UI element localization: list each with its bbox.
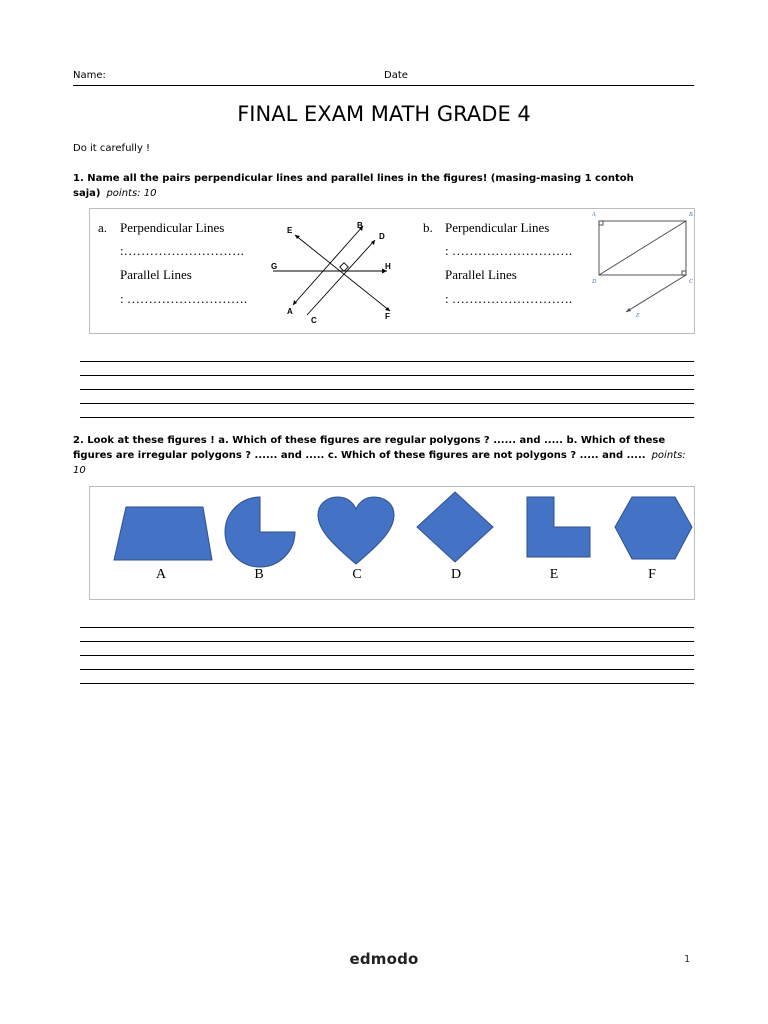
part-b-letter: b. xyxy=(423,220,433,235)
answer-line[interactable] xyxy=(80,417,694,418)
shape-label-f: F xyxy=(648,567,656,582)
shape-label-b: B xyxy=(254,567,264,582)
question-1 xyxy=(73,171,695,201)
question-1-text: 1. Name all the pairs perpendicular lines and parallel lines in the figures! (masing-masing 1 contoh saja) xyxy=(73,173,634,199)
edmodo-logo: edmodo xyxy=(349,950,419,968)
question-2-text: 2. Look at these figures ! a. Which of these figures are regular polygons ? ...... and ..... b. Which of these figures are irregular polygons ? ...... and ..... c. Which of these figures are not polygons ? ..... and ..... xyxy=(73,435,666,461)
shape-b-pacman xyxy=(225,497,295,567)
part-a-par-dots: : ………………………. xyxy=(120,291,248,306)
question-1-points: points: 10 xyxy=(106,188,157,199)
part-b-perp-dots: : ………………………. xyxy=(445,243,573,258)
part-b-rectangle-diagram xyxy=(590,209,694,324)
shape-f-hexagon xyxy=(615,497,692,559)
part-b-par-dots: : ………………………. xyxy=(445,291,573,306)
part-b-par-label: Parallel Lines xyxy=(445,267,517,282)
diagonal-line xyxy=(599,221,686,275)
name-label: Name: xyxy=(73,70,106,81)
part-a-perp-dots: :………………………. xyxy=(120,243,244,258)
point-label-c: C xyxy=(311,316,317,325)
question-1-figure xyxy=(89,208,695,334)
point-label-a-b: A xyxy=(592,212,596,218)
question-2-points: points: 10 xyxy=(73,450,686,476)
date-label: Date xyxy=(384,70,408,81)
part-a-letter: a. xyxy=(98,220,108,235)
right-angle-mark-c xyxy=(682,271,686,275)
part-a-line-diagram xyxy=(265,213,415,328)
instruction-text: Do it carefully ! xyxy=(73,143,151,154)
line-c-e xyxy=(626,275,686,312)
shape-c-heart xyxy=(318,497,394,564)
right-angle-mark xyxy=(340,263,348,271)
answer-line[interactable] xyxy=(80,375,694,376)
shape-e-l-shape xyxy=(527,497,590,557)
answer-line[interactable] xyxy=(80,641,694,642)
shape-a-trapezoid xyxy=(114,507,212,560)
answer-line[interactable] xyxy=(80,669,694,670)
header-divider xyxy=(73,85,694,86)
answer-line[interactable] xyxy=(80,403,694,404)
shape-label-e: E xyxy=(549,567,559,582)
point-label-h: H xyxy=(385,262,391,271)
shape-label-d: D xyxy=(450,567,462,582)
part-a-perp-label: Perpendicular Lines xyxy=(120,220,225,235)
question-2-figure xyxy=(89,486,695,600)
line-a-b xyxy=(293,226,363,305)
answer-line[interactable] xyxy=(80,389,694,390)
shape-label-c: C xyxy=(352,567,362,582)
point-label-d: D xyxy=(379,232,385,241)
shape-d-diamond xyxy=(417,492,493,562)
point-label-b-b: B xyxy=(689,212,693,218)
point-label-a: A xyxy=(287,307,293,316)
shape-label-a: A xyxy=(155,567,167,582)
answer-line[interactable] xyxy=(80,627,694,628)
answer-line[interactable] xyxy=(80,655,694,656)
point-label-c-b: C xyxy=(689,279,694,285)
part-a-par-label: Parallel Lines xyxy=(120,267,192,282)
page-title: FINAL EXAM MATH GRADE 4 xyxy=(237,102,531,126)
answer-line[interactable] xyxy=(80,361,694,362)
question-2 xyxy=(73,433,695,478)
point-label-f: F xyxy=(385,312,390,321)
answer-line[interactable] xyxy=(80,683,694,684)
right-angle-mark-a xyxy=(599,221,603,225)
page-number: 1 xyxy=(684,954,691,965)
point-label-d-b: D xyxy=(592,279,597,285)
part-b-perp-label: Perpendicular Lines xyxy=(445,220,550,235)
point-label-e-b: E xyxy=(636,313,640,319)
point-label-g: G xyxy=(271,262,278,271)
point-label-e: E xyxy=(287,226,293,235)
point-label-b: B xyxy=(357,221,363,230)
line-e-f xyxy=(295,235,390,311)
